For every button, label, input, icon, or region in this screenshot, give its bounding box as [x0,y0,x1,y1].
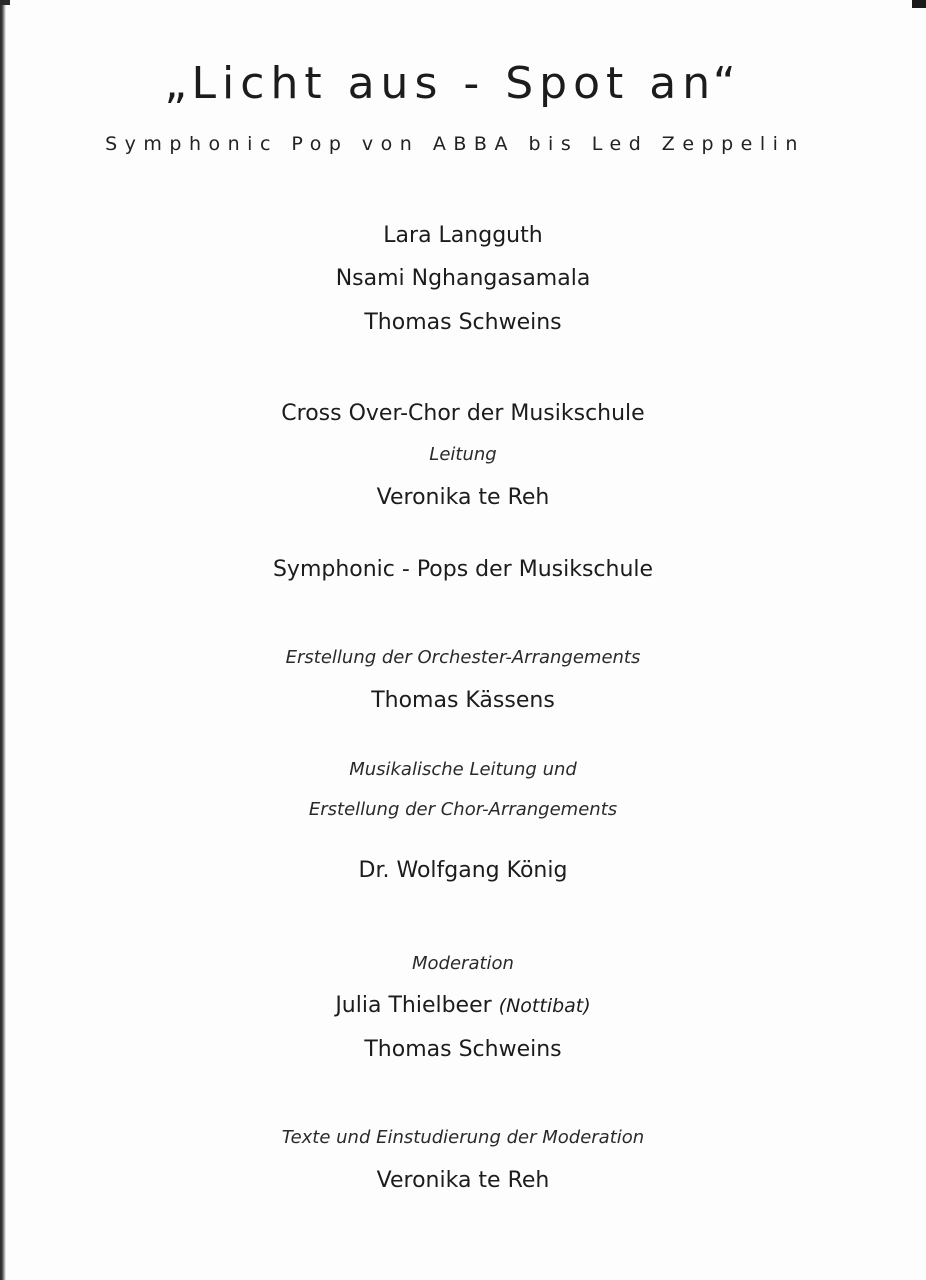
moderator-entry [0,993,926,1018]
page-subtitle: Symphonic Pop von ABBA bis Led Zeppelin [105,133,805,155]
arrangements-role-label: Erstellung der Orchester-Arrangements [285,647,641,668]
scan-corner-mark [0,0,10,5]
choir-role-label: Leitung [429,444,497,465]
choir-name: Cross Over-Chor der Musikschule [281,401,645,426]
soloist-name: Thomas Schweins [364,310,562,335]
musical-direction-role-label: Erstellung der Chor-Arrangements [308,799,618,820]
arranger-name: Thomas Kässens [371,688,555,713]
choir-leader-name: Veronika te Reh [376,485,550,510]
moderator-name: Thomas Schweins [364,1037,562,1062]
scan-corner-mark [912,0,926,8]
musical-director-name: Dr. Wolfgang König [358,858,568,883]
scan-edge-left [0,0,6,1280]
moderator-name: Julia Thielbeer [335,993,492,1018]
moderation-texts-person: Veronika te Reh [376,1168,550,1193]
page-title: „Licht aus - Spot an“ [164,58,742,109]
soloist-name: Nsami Nghangasamala [335,266,591,291]
soloist-name: Lara Langguth [383,223,543,248]
moderation-texts-role-label: Texte und Einstudierung der Moderation [281,1127,645,1148]
musical-direction-role-label: Musikalische Leitung und [349,759,577,780]
moderation-role-label: Moderation [412,953,514,974]
orchestra-name: Symphonic - Pops der Musikschule [272,557,654,582]
moderator-note: (Nottibat) [498,995,591,1017]
